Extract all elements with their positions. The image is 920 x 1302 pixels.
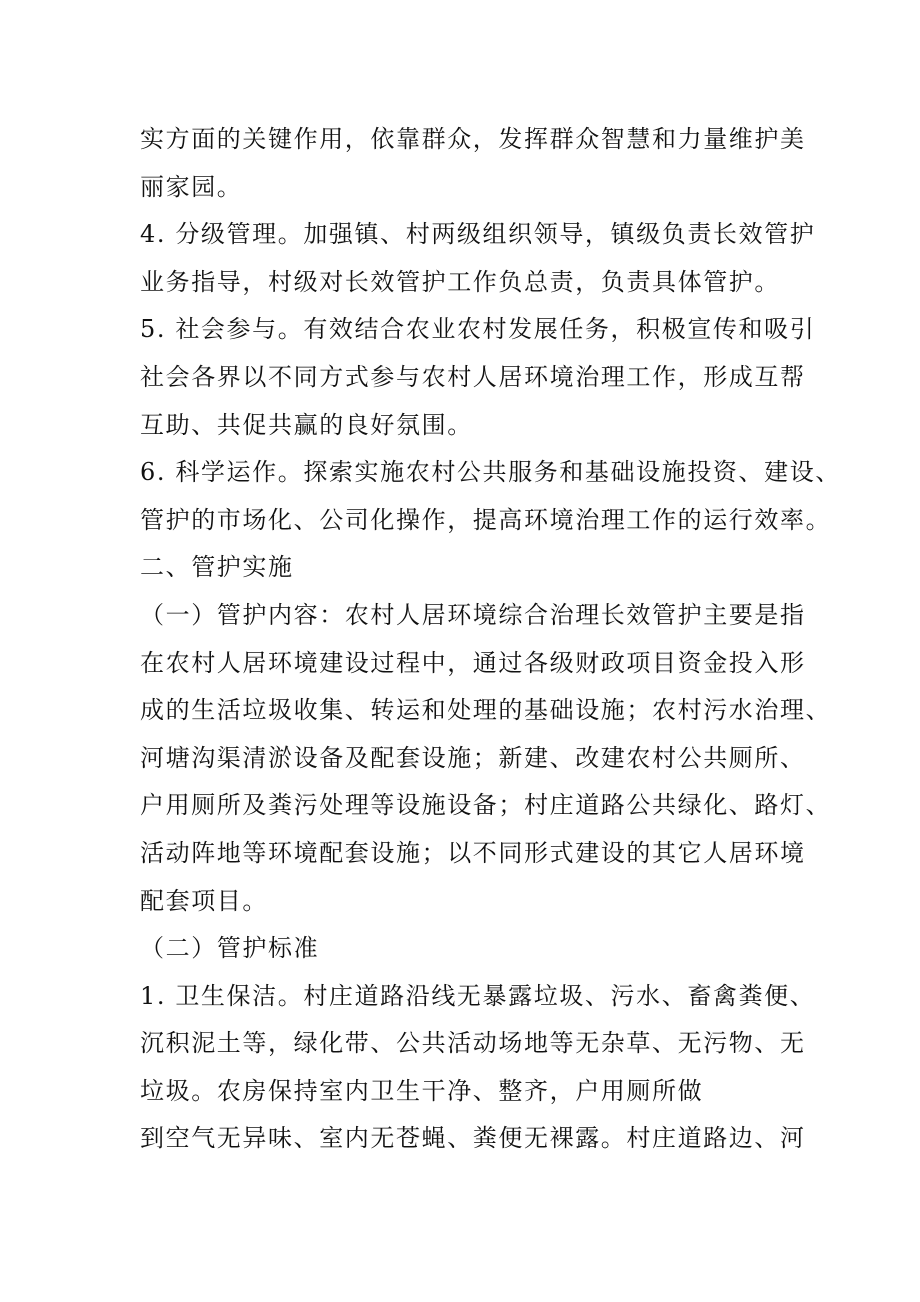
section-heading: 二、管护实施 — [140, 553, 294, 582]
text-line: 到空气无异味、室内无苍蝇、粪便无裸露。村庄道路边、河 — [140, 1124, 806, 1153]
text-line: 业务指导，村级对长效管护工作负总责，负责具体管护。 — [140, 267, 780, 296]
text-line: 沉积泥土等，绿化带、公共活动场地等无杂草、无污物、无 — [140, 1029, 806, 1058]
text-line: （一）管护内容：农村人居环境综合治理长效管护主要是指 — [140, 600, 806, 629]
text-line: 6. 科学运作。探索实施农村公共服务和基础设施投资、建设、 — [140, 458, 841, 487]
text-line: 配套项目。 — [140, 886, 268, 915]
text-line: 在农村人居环境建设过程中，通过各级财政项目资金投入形 — [140, 648, 806, 677]
text-line: 实方面的关键作用，依靠群众，发挥群众智慧和力量维护美 — [140, 125, 806, 153]
text-line: 社会各界以不同方式参与农村人居环境治理工作，形成互帮 — [140, 362, 806, 391]
text-line: 管护的市场化、公司化操作，提高环境治理工作的运行效率。 — [140, 505, 832, 534]
text-line: 互助、共促共赢的良好氛围。 — [140, 410, 473, 439]
text-line: 户用厕所及粪污处理等设施设备；村庄道路公共绿化、路灯、 — [140, 791, 832, 820]
text-line: 4. 分级管理。加强镇、村两级组织领导，镇级负责长效管护 — [140, 220, 816, 249]
text-line: 1. 卫生保洁。村庄道路沿线无暴露垃圾、污水、畜禽粪便、 — [140, 981, 816, 1010]
text-line: 河塘沟渠清淤设备及配套设施；新建、改建农村公共厕所、 — [140, 743, 806, 772]
text-line: 活动阵地等环境配套设施；以不同形式建设的其它人居环境 — [140, 838, 806, 867]
text-line: 垃圾。农房保持室内卫生干净、整齐，户用厕所做 — [140, 1076, 704, 1105]
text-line: 5. 社会参与。有效结合农业农村发展任务，积极宣传和吸引 — [140, 315, 816, 344]
body-text — [140, 116, 841, 1163]
text-line: 丽家园。 — [140, 172, 243, 201]
subsection-heading: （二）管护标准 — [140, 934, 320, 963]
text-line: 成的生活垃圾收集、转运和处理的基础设施；农村污水治理、 — [140, 696, 832, 725]
